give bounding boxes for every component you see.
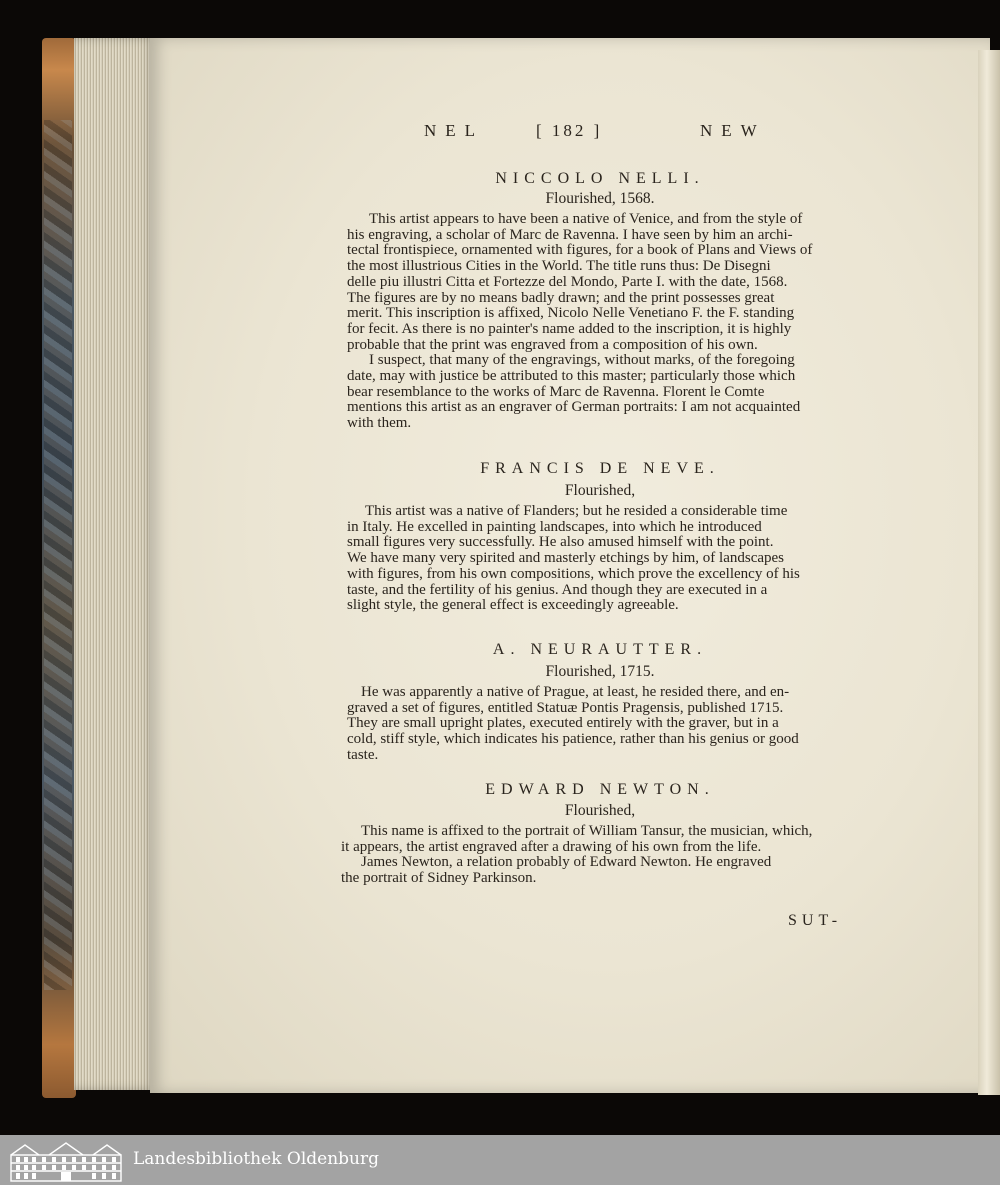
entry-heading: FRANCIS DE NEVE. — [480, 460, 720, 477]
text-line: bear resemblance to the works of Marc de Ravenna. Florent le Comte — [347, 383, 765, 400]
entry-text — [347, 212, 856, 432]
text-line: with them. — [347, 415, 412, 432]
entry-text — [347, 685, 856, 764]
header-left: NEL — [424, 121, 485, 140]
entry-text — [347, 504, 856, 614]
text-line: his engraving, a scholar of Marc de Ravenna. I have seen by him an archi- — [347, 226, 793, 243]
text-line: it appears, the artist engraved after a drawing of his own from the life. — [341, 838, 762, 855]
text-line: This name is affixed to the portrait of William Tansur, the musician, which, — [361, 823, 813, 839]
text-line: for fecit. As there is no painter's name added to the inscription, it is highly — [347, 320, 792, 337]
text-line: We have many very spirited and masterly etchings by him, of landscapes — [347, 550, 784, 567]
running-header — [0, 121, 1000, 145]
text-line: the most illustrious Cities in the World. The title runs thus: De Disegni — [347, 258, 771, 275]
footer-bar — [0, 1135, 1000, 1185]
library-name[interactable]: Landesbibliothek Oldenburg — [133, 1149, 380, 1169]
text-line: with figures, from his own compositions, which prove the excellency of his — [347, 565, 800, 582]
text-line: slight style, the general effect is exceedingly agreeable. — [347, 597, 679, 614]
text-line: in Italy. He excelled in painting landscapes, into which he introduced — [347, 518, 762, 535]
text-line: probable that the print was engraved from a composition of his own. — [347, 336, 758, 353]
text-line: This artist appears to have been a native of Venice, and from the style of — [369, 211, 803, 227]
text-line: taste. — [347, 746, 379, 763]
entry-flourished: Flourished, — [564, 802, 636, 819]
text-line: They are small upright plates, executed entirely with the graver, but in a — [347, 715, 779, 732]
text-line: mentions this artist as an engraver of German portraits: I am not acquainted — [347, 399, 801, 416]
entry-flourished: Flourished, — [564, 482, 636, 499]
entry-heading: EDWARD NEWTON. — [485, 781, 715, 798]
text-line: taste, and the fertility of his genius. And though they are executed in a — [347, 581, 768, 598]
text-line: The figures are by no means badly drawn; and the print possesses great — [347, 289, 775, 306]
text-line: merit. This inscription is affixed, Nicolo Nelle Venetiano F. the F. standing — [347, 305, 795, 322]
page-edges — [74, 38, 156, 1090]
text-line: He was apparently a native of Prague, at least, he resided there, and en- — [361, 684, 790, 700]
text-line: This artist was a native of Flanders; but he resided a considerable time — [365, 503, 788, 519]
entry-flourished: Flourished, 1715. — [545, 663, 655, 680]
text-line: graved a set of figures, entitled Statuæ Pontis Pragensis, published 1715. — [347, 699, 784, 716]
header-right: NEW — [700, 121, 766, 140]
text-line: cold, stiff style, which indicates his patience, rather than his genius or good — [347, 731, 799, 748]
text-line: James Newton, a relation probably of Edward Newton. He engraved — [361, 854, 772, 871]
page-number: [ 182 ] — [536, 121, 603, 140]
page-right-edge — [978, 50, 1000, 1095]
text-line: small figures very successfully. He also amused himself with the point. — [347, 534, 774, 551]
catchword: SUT- — [788, 912, 843, 929]
text-line: date, may with justice be attributed to this master; particularly those which — [347, 368, 796, 385]
entry-heading: NICCOLO NELLI. — [495, 170, 705, 187]
marbled-cover — [44, 120, 72, 990]
library-building-logo[interactable] — [7, 1139, 125, 1183]
text-line: I suspect, that many of the engravings, without marks, of the foregoing — [369, 352, 795, 369]
entry-heading: A. NEURAUTTER. — [492, 641, 708, 658]
text-line: the portrait of Sidney Parkinson. — [341, 870, 537, 887]
text-line: delle piu illustri Citta et Fortezze del Mondo, Parte I. with the date, 1568. — [347, 273, 788, 290]
text-line: tectal frontispiece, ornamented with figures, for a book of Plans and Views of — [347, 242, 813, 259]
entry-flourished: Flourished, 1568. — [545, 190, 655, 207]
entry-text — [341, 824, 853, 887]
